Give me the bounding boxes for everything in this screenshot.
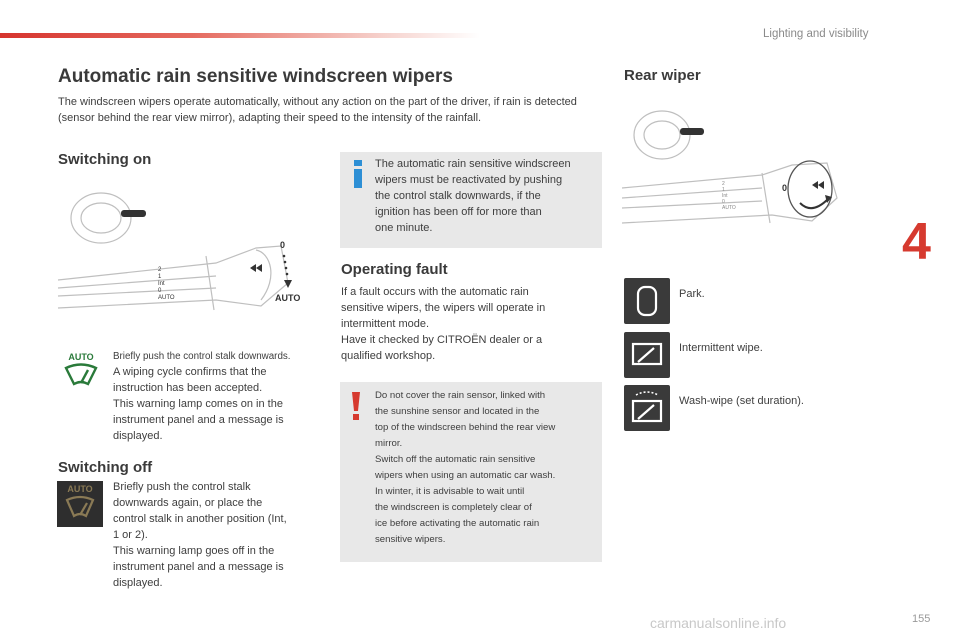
info-line: one minute. (375, 222, 433, 234)
fault-line: Have it checked by CITROËN dealer or a (341, 334, 543, 346)
rear-scale-2: 2 (722, 181, 725, 187)
arrow-down-icon (284, 280, 292, 288)
auto-lamp-label: AUTO (68, 352, 94, 362)
auto-wiper-icon (62, 362, 100, 388)
rear-scale-int: Int (722, 193, 728, 199)
info-line: The automatic rain sensitive windscreen (375, 158, 571, 170)
scale-1: 1 (158, 274, 162, 280)
switching-on-line: instruction has been accepted. (113, 382, 263, 394)
switching-on-line: This warning lamp comes on in the (113, 398, 283, 410)
switching-on-text (113, 364, 323, 444)
auto-wiper-lamp-on (62, 352, 100, 393)
footer-watermark: carmanualsonline.info (650, 615, 787, 631)
switching-off-heading: Switching off (58, 459, 153, 476)
header-accent-bar (0, 33, 480, 38)
switching-off-line: 1 or 2). (113, 529, 148, 541)
rear-item-park: Park. (679, 288, 705, 300)
page-title: Automatic rain sensitive windscreen wipers (58, 66, 453, 87)
rear-zero-label: 0 (782, 183, 788, 193)
info-line: ignition has been off for more than (375, 206, 542, 218)
switching-on-instruction: Briefly push the control stalk downwards. (113, 351, 291, 362)
info-box (340, 152, 602, 248)
switching-on-line: A wiping cycle confirms that the (113, 366, 267, 378)
stalk-illustration-front (56, 188, 316, 323)
operating-fault-text (341, 284, 603, 364)
rear-scale-auto: AUTO (722, 205, 736, 211)
scale-auto: AUTO (158, 295, 175, 301)
rear-scale-0: 0 (722, 199, 725, 205)
scale-2: 2 (158, 267, 162, 273)
info-line: the control stalk downwards, if the (375, 190, 541, 202)
stalk-illustration-rear (622, 103, 852, 238)
info-line: wipers must be reactivated by pushing (375, 174, 563, 186)
chapter-title: Lighting and visibility (763, 28, 869, 40)
switching-off-line: downwards again, or place the (113, 497, 263, 509)
warning-icon (350, 392, 362, 420)
page-number: 155 (912, 613, 931, 625)
switching-off-line: control stalk in another position (Int, (113, 513, 287, 525)
stalk-auto-label: AUTO (275, 293, 301, 303)
intermittent-wipe-icon (624, 332, 670, 378)
warning-text (375, 388, 600, 548)
scale-int: Int (158, 281, 165, 287)
auto-wiper-lamp-off (57, 481, 103, 527)
fault-line: intermittent mode. (341, 318, 430, 330)
warning-box (340, 382, 602, 562)
switching-off-text (113, 479, 323, 591)
warning-line: In winter, it is advisable to wait until (375, 486, 525, 497)
stalk-zero-label: 0 (280, 240, 286, 250)
auto-wiper-off-icon (57, 494, 103, 522)
warning-line: top of the windscreen behind the rear view (375, 422, 556, 433)
scale-0: 0 (158, 288, 162, 294)
rear-item-intermittent: Intermittent wipe. (679, 342, 763, 354)
warning-line: wipers when using an automatic car wash. (375, 470, 556, 481)
intro-paragraph: The windscreen wipers operate automatically, without any action on the part of the driver, if rain is detected (sensor behind the rear view mirror), adapting their speed to the intensity of the rainfall. (58, 96, 577, 124)
wash-wipe-icon (624, 385, 670, 431)
auto-lamp-off-label: AUTO (67, 484, 93, 494)
switching-on-line: instrument panel and a message is (113, 414, 284, 426)
switching-off-line: Briefly push the control stalk (113, 481, 251, 493)
switching-on-heading: Switching on (58, 151, 152, 168)
rear-scale-1: 1 (722, 187, 725, 193)
switching-off-line: This warning lamp goes off in the (113, 545, 275, 557)
switching-on-line: displayed. (113, 430, 163, 442)
park-icon (624, 278, 670, 324)
warning-line: Do not cover the rain sensor, linked with (375, 390, 546, 401)
fault-line: sensitive wipers, the wipers will operate in (341, 302, 546, 314)
chapter-number: 4 (902, 213, 931, 271)
fault-line: If a fault occurs with the automatic rain (341, 286, 529, 298)
info-text (375, 156, 600, 236)
operating-fault-heading: Operating fault (341, 261, 448, 278)
warning-line: sensitive wipers. (375, 534, 446, 545)
switching-off-line: displayed. (113, 577, 163, 589)
fault-line: qualified workshop. (341, 350, 436, 362)
switching-off-line: instrument panel and a message is (113, 561, 284, 573)
warning-line: Switch off the automatic rain sensitive (375, 454, 536, 465)
warning-line: mirror. (375, 438, 403, 449)
rear-wiper-heading: Rear wiper (624, 67, 701, 84)
info-icon (352, 160, 364, 188)
warning-line: ice before activating the automatic rain (375, 518, 540, 529)
warning-line: the sunshine sensor and located in the (375, 406, 540, 417)
warning-line: the windscreen is completely clear of (375, 502, 532, 513)
rear-item-wash-wipe: Wash-wipe (set duration). (679, 395, 804, 407)
